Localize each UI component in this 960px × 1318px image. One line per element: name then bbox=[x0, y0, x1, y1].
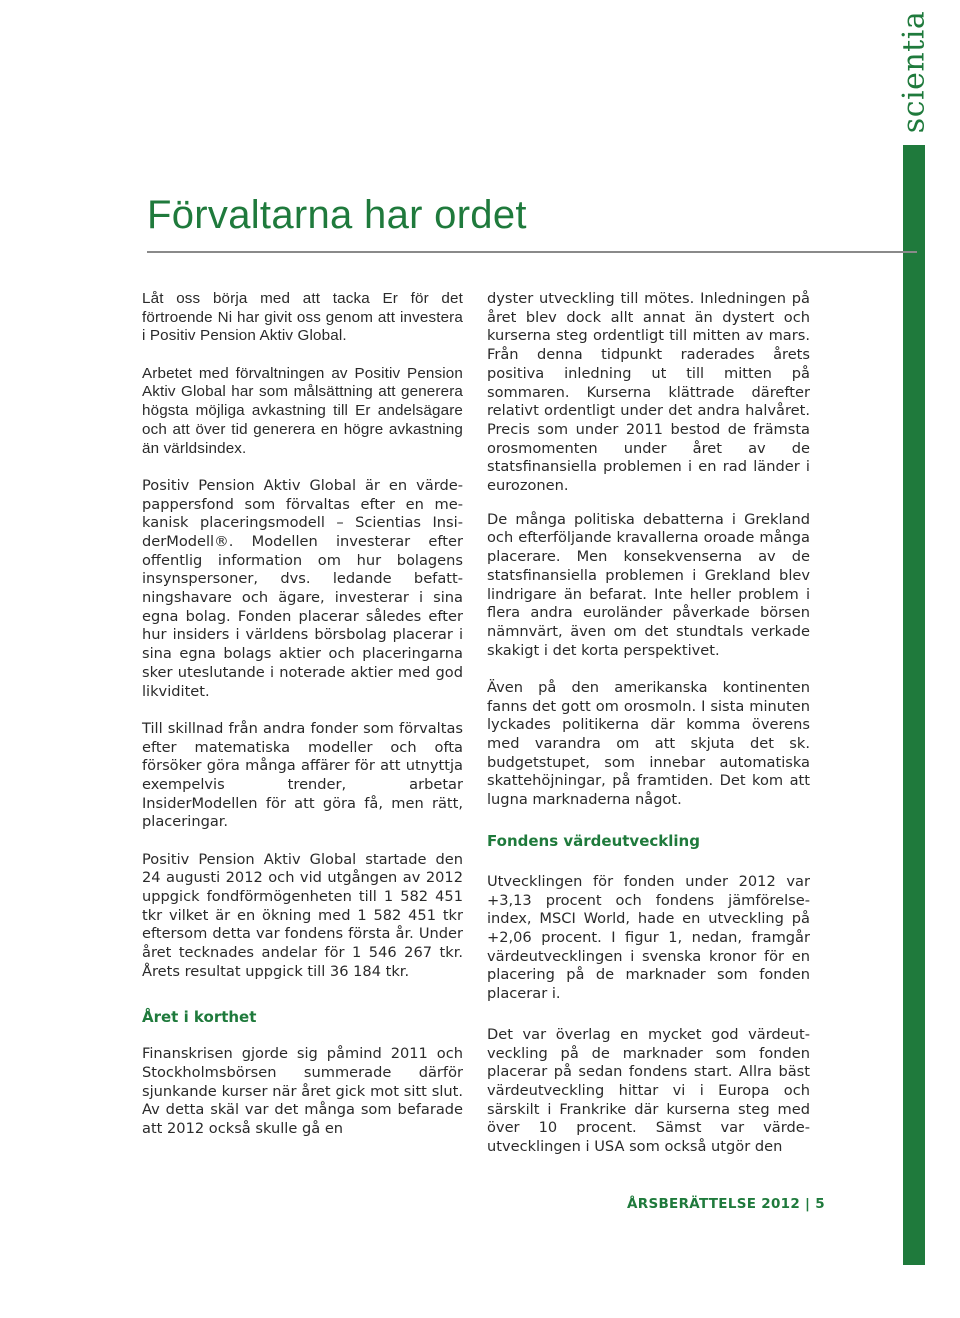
page-number: 5 bbox=[815, 1196, 825, 1212]
page-footer bbox=[627, 1196, 825, 1212]
fund-performance-paragraph: Utvecklingen för fonden under 2012 var +3,13 procent och fondens jämförelseindex, MSCI World, hade en utveckling på +2,06 procent. I figur 1, nedan, framgår värdeutvecklingen i svenska kronor för en placering på de marknader som fonden placerar i. bbox=[487, 872, 810, 1003]
footer-separator: | bbox=[805, 1196, 811, 1212]
page-title: Förvaltarna har ordet bbox=[147, 193, 527, 237]
model-comparison-paragraph: Till skillnad från andra fonder som förvaltas efter matematiska modeller och ofta försöker göra många affärer för att utnyttja exempelvis trender, arbetar InsiderModellen för att göra få, men rätt, placeringar. bbox=[142, 719, 463, 831]
america-paragraph: Även på den amerikanska kontinenten fanns det gott om orosmoln. I sista minuten lyckades politikerna där komma överens med varandra om att skjuta det sk. budgetstupet, som innebar automatiska skattehöjningar, på framtiden. Det kom att lugna marknaderna något. bbox=[487, 678, 810, 809]
market-performance-paragraph: Det var överlag en mycket god värdeutveckling på de marknader som fonden placerar på sedan fondens start. Allra bäst värdeutveckling hittar vi i Europa och särskilt i Frankrike där kurserna steg med över 10 procent. Sämst var värdeutvecklingen i USA som också utgör den bbox=[487, 1025, 810, 1156]
intro-paragraph: Låt oss börja med att tacka Er för det förtroende Ni har givit oss genom att investera i Positiv Pension Aktiv Global. bbox=[142, 290, 463, 345]
side-accent-bar bbox=[903, 0, 925, 1265]
market-development-paragraph: dyster utveckling till mötes. Inledningen på året blev dock allt annat än dystert och kurserna steg ordentligt till mitten av mars. Från denna tidpunkt raderades årets positiva inledning ut till mitten på sommaren. Kurserna klättrade därefter relativt ordentligt under det andra halvåret. Precis som under 2011 bestod de främsta orosmomenten under året av de statsfinansiella problemen i en rad länder i eurozonen. bbox=[487, 290, 810, 495]
footer-label: ÅRSBERÄTTELSE 2012 bbox=[627, 1196, 801, 1212]
greece-paragraph: De många politiska debatterna i Grekland och efterföljande kravallerna oroade många placerare. Men konsekvenserna av de statsfinansiella problemen i Grekland blev lindrigare än befarat. Inte heller problem i flera andra euroländer påverkade börsen nämnvärt, även om det stundtals verkade skakigt i det korta perspektivet. bbox=[487, 510, 810, 659]
right-column bbox=[487, 290, 810, 1175]
fund-description-paragraph: Positiv Pension Aktiv Global är en värdepappersfond som förvaltas efter en mekanisk placeringsmodell – Scientias InsiderModell®. Modellen investerar efter offentlig information om hur bolagens insynspersoner, dvs. ledande befattningshavare och ägare, investerar i sina egna bolag. Fonden placerar således efter hur insiders i världens börsbolag placerar i sina egna bolags aktier och placeringarna sker uteslutande i noterade aktier med god likviditet. bbox=[142, 476, 463, 700]
fund-assets-paragraph: Positiv Pension Aktiv Global startade den 24 augusti 2012 och vid utgången av 2012 uppgick fondförmögenheten till 1 582 451 tkr vilket är en ökning med 1 582 451 tkr eftersom detta var fondens första år. Under året tecknades andelar för 1 546 267 tkr. Årets resultat uppgick till 36 184 tkr. bbox=[142, 850, 463, 980]
objective-paragraph: Arbetet med förvaltningen av Positiv Pension Aktiv Global har som målsättning att generera högsta möjliga avkastning till Er andelsägare och att över tid generera en högre avkastning än världsindex. bbox=[142, 364, 463, 457]
section-heading-year-summary: Året i korthet bbox=[142, 1007, 257, 1026]
section-heading-fund-performance: Fondens värdeutveckling bbox=[487, 831, 700, 850]
year-summary-paragraph: Finanskrisen gjorde sig påmind 2011 och Stockholmsbörsen summerade därför sjunkande kurser när året gick mot sitt slut. Av detta skäl var det många som befarade att 2012 också skulle gå en bbox=[142, 1045, 463, 1137]
title-divider bbox=[147, 251, 917, 253]
brand-logo: scientia bbox=[896, 10, 932, 134]
left-column bbox=[142, 290, 463, 1157]
brand-box bbox=[890, 0, 938, 145]
